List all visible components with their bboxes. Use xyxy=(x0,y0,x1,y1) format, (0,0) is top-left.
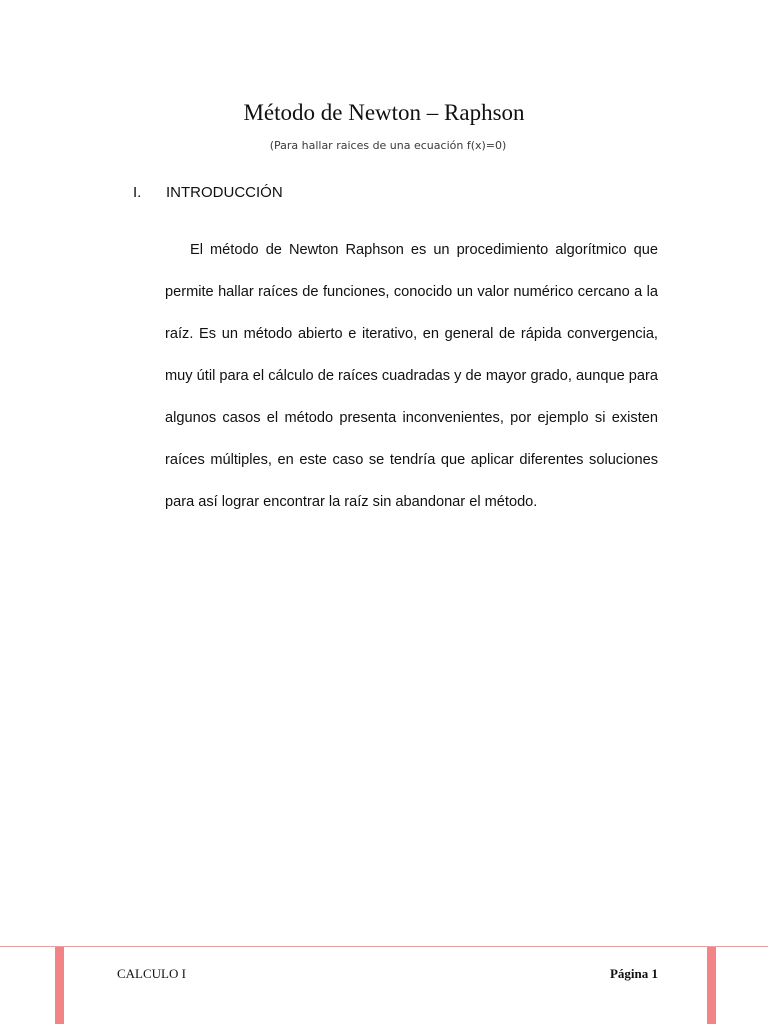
footer-divider xyxy=(0,946,768,947)
document-subtitle: (Para hallar raices de una ecuación f(x)=0) xyxy=(269,139,507,152)
footer-left-accent-bar xyxy=(55,947,64,1024)
footer-right-accent-bar xyxy=(707,947,716,1024)
footer-page-number: Página 1 xyxy=(609,966,658,981)
section-number: I. xyxy=(133,184,142,201)
footer-course-name: CALCULO I xyxy=(117,966,186,981)
section-heading xyxy=(133,184,283,201)
section-title: INTRODUCCIÓN xyxy=(166,184,283,201)
document-title: Método de Newton – Raphson xyxy=(243,100,525,125)
intro-paragraph: El método de Newton Raphson es un procedimiento algorítmico que permite hallar raíces de funciones, conocido un valor numérico cercano a la raíz. Es un método abierto e iterativo, en general de rápida convergencia, muy útil para el cálculo de raíces cuadradas y de mayor grado, aunque para algunos casos el método presenta inconvenientes, por ejemplo si existen raíces múltiples, en este caso se tendría que aplicar diferentes soluciones para así lograr encontrar la raíz sin abandonar el método. xyxy=(165,242,658,510)
